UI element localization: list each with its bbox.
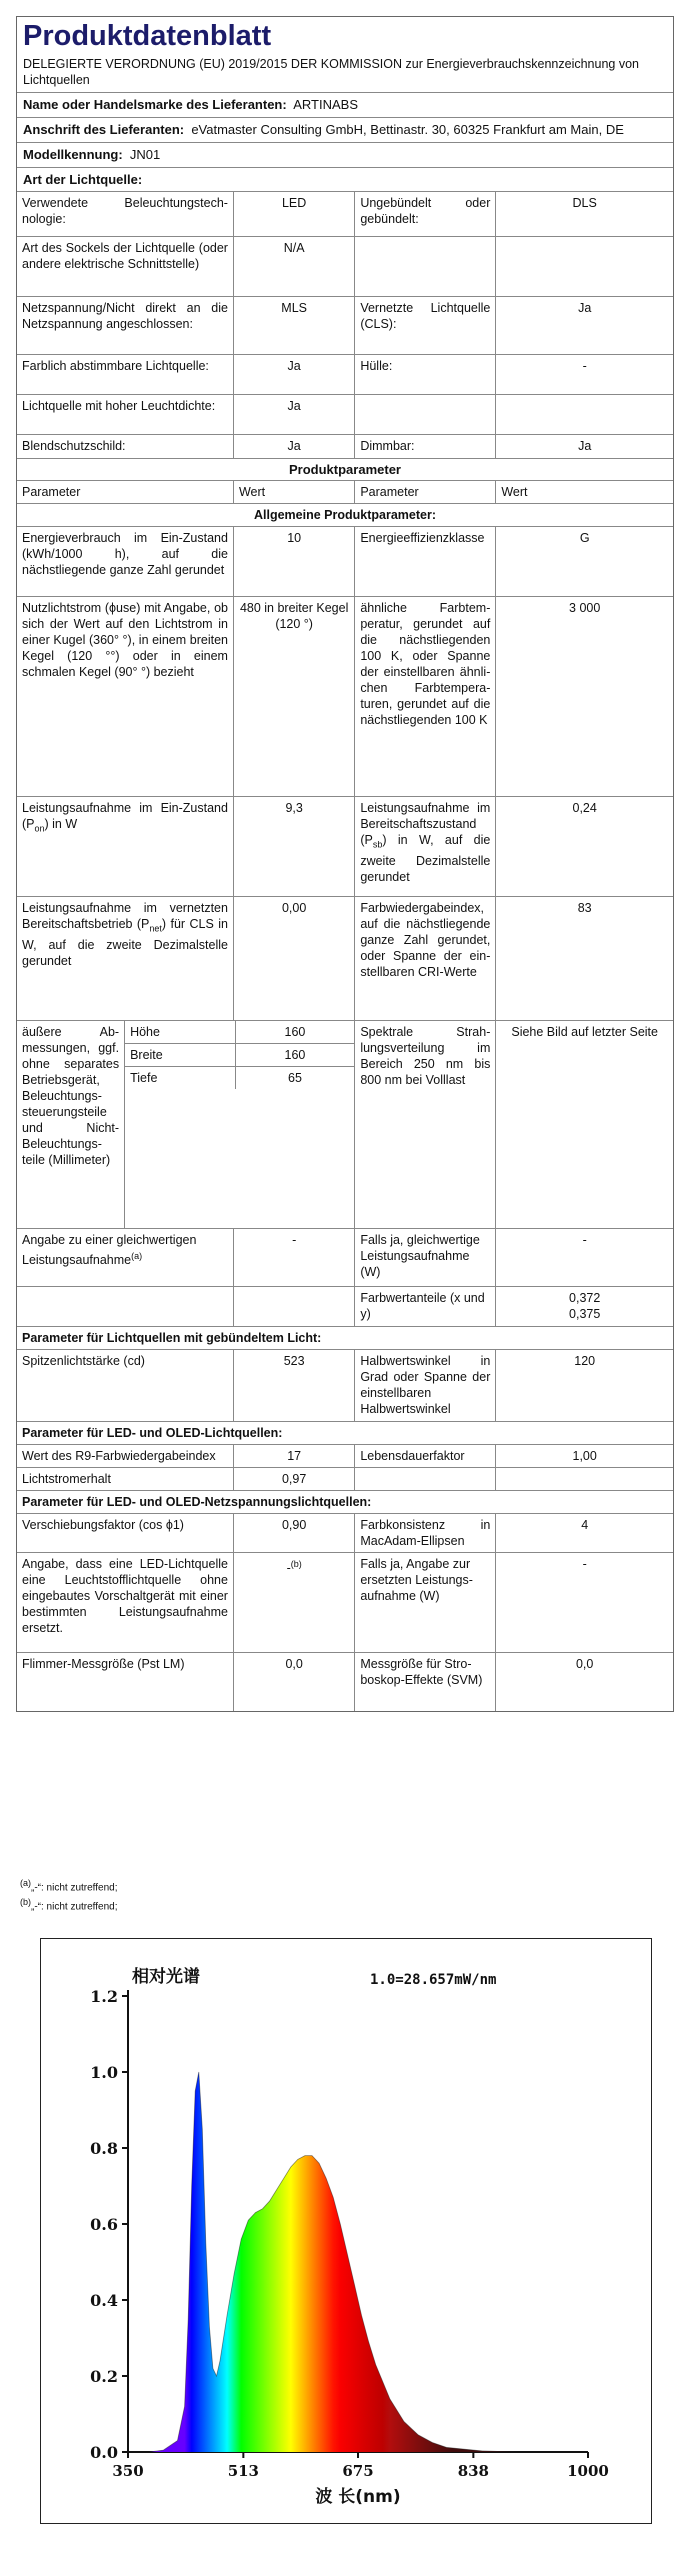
light-type-row (17, 434, 673, 458)
light-type-row (17, 296, 673, 354)
light-type-label: Lichtquelle mit hoher Leuchtdichte: (17, 394, 233, 434)
dimensions-cell (125, 1021, 355, 1229)
header-param-2: Parameter (355, 481, 496, 504)
y-tick-label: 1.0 (90, 2063, 118, 2082)
maint-label: Lichtstromerhalt (17, 1468, 233, 1491)
light-type-label-2: Vernetzte Lichtquelle (CLS): (355, 296, 496, 354)
dimensions-label: äußere Abmessungen, ggf. ohne separates Betriebsgerät, Beleuchtungssteuerungsteile und Nicht-Beleuchtungsteile (Millimeter) (17, 1021, 125, 1229)
light-type-value: N/A (233, 236, 354, 296)
light-type-value-2 (496, 236, 673, 296)
chroma-value: 0,372 0,375 (496, 1287, 673, 1327)
light-type-value-2 (496, 394, 673, 434)
flicker-label: Flimmer-Messgröße (Pst LM) (17, 1653, 233, 1711)
cosphi-row (17, 1514, 673, 1553)
replace-row (17, 1553, 673, 1653)
supplier-address-value: eVatmaster Consulting GmbH, Bettinastr. 30, 60325 Frankfurt am Main, DE (191, 122, 624, 137)
light-type-label: Verwendete Beleuchtungstechnologie: (17, 192, 233, 236)
maint-row (17, 1468, 673, 1491)
energy-value: 10 (233, 527, 354, 597)
cri-label: Farbwiedergabeindex, auf die nächstliegende ganze Zahl gerundet, oder Spanne der einstellbaren CRI-Werte (355, 897, 496, 1021)
header-param-1: Parameter (17, 481, 233, 504)
spectral-value: Siehe Bild auf letzter Seite (496, 1021, 673, 1229)
params-table-wrap (17, 481, 673, 1711)
lifetime-value: 1,00 (496, 1445, 673, 1468)
depth-value: 65 (288, 1071, 302, 1085)
light-type-row (17, 192, 673, 236)
supplier-name-value: ARTINABS (293, 97, 359, 112)
x-tick-label: 513 (227, 2462, 260, 2480)
flicker-value: 0,0 (233, 1653, 354, 1711)
power-on-row (17, 797, 673, 897)
light-type-label-2: Dimmbar: (355, 434, 496, 458)
spectral-label: Spektrale Strahlungsverteilung im Bereich 250 nm bis 800 nm bei Volllast (355, 1021, 496, 1229)
model-label: Modellkennung: (23, 147, 123, 162)
light-type-section: Art der Lichtquelle: (17, 168, 673, 192)
r9-row (17, 1445, 673, 1468)
supplier-address-label: Anschrift des Lieferanten: (23, 122, 185, 137)
spectrum-chart (40, 1938, 652, 2524)
light-type-label: Farblich abstimmbare Lichtquelle: (17, 354, 233, 394)
x-tick-label: 838 (457, 2462, 490, 2480)
light-type-label-2 (355, 394, 496, 434)
general-params-title: Allgemeine Produktparameter: (17, 504, 673, 527)
power-on-label: Leistungsaufnahme im Ein-Zustand $(P_{on})$ in W (17, 797, 233, 897)
header-value-1: Wert (233, 481, 354, 504)
flux-label: Nutzlichtstrom (ϕuse) mit Angabe, ob sich der Wert auf den Lichtstrom in einer Kugel (360° °), in einem breiten Kegel (120 °°) oder in einem schmalen Kegel (90° °) bezieht (17, 597, 233, 797)
light-type-label-2: Ungebündelt oder gebündelt: (355, 192, 496, 236)
r9-label: Wert des R9-Farbwiedergabeindex (17, 1445, 233, 1468)
chroma-row (17, 1287, 673, 1327)
power-net-value: 0,00 (233, 897, 354, 1021)
energy-label: Energieverbrauch im Ein-Zustand (kWh/1000 h), auf die nächstliegende ganze Zahl gerundet (17, 527, 233, 597)
replace-power-label: Falls ja, Angabe zur ersetzten Leistungsaufnahme (W) (355, 1553, 496, 1653)
cct-label: ähnliche Farbtemperatur, gerundet auf die nächstliegenden 100 K, oder Spanne der einstellbaren ähnlichen Farbtemperaturen, gerundet auf die nächstliegenden 100 K (355, 597, 496, 797)
x-tick-label: 675 (342, 2462, 374, 2480)
light-type-value: Ja (233, 434, 354, 458)
x-axis-label: 波 长(nm) (315, 2487, 401, 2507)
chart-title: 相对光谱 (132, 1967, 200, 1987)
flicker-row (17, 1653, 673, 1711)
light-type-value: Ja (233, 354, 354, 394)
peak-value: 523 (233, 1350, 354, 1422)
macadam-label: Farbkonsistenz in MacAdam-Ellipsen (355, 1514, 496, 1553)
footnote-b: (b)„-“: nicht zutreffend; (20, 1897, 118, 1913)
light-type-value: LED (233, 192, 354, 236)
light-type-row (17, 236, 673, 296)
lifetime-label: Lebensdauerfaktor (355, 1445, 496, 1468)
light-type-value: MLS (233, 296, 354, 354)
header (17, 17, 673, 93)
cosphi-label: Verschiebungsfaktor (cos ϕ1) (17, 1514, 233, 1553)
flux-row (17, 597, 673, 797)
r9-value: 17 (233, 1445, 354, 1468)
height-label: Höhe (125, 1021, 235, 1044)
light-type-value-2: Ja (496, 296, 673, 354)
replace-power-value: - (496, 1553, 673, 1653)
cri-value: 83 (496, 897, 673, 1021)
supplier-address-row (17, 118, 673, 143)
macadam-value: 4 (496, 1514, 673, 1553)
power-on-value: 9,3 (233, 797, 354, 897)
footnote-a: (a)„-“: nicht zutreffend; (20, 1878, 118, 1894)
equiv-value: - (233, 1229, 354, 1287)
light-type-label-2 (355, 236, 496, 296)
replace-value: -$^{(b)}$ (233, 1553, 354, 1653)
y-tick-label: 0.4 (90, 2291, 118, 2310)
supplier-name-row (17, 93, 673, 118)
params-table (17, 481, 673, 1711)
svm-value: 0,0 (575, 1657, 594, 1671)
svm-label: Messgröße für Stroboskop-Effekte (SVM) (355, 1653, 496, 1711)
supplier-name-label: Name oder Handelsmarke des Lieferanten: (23, 97, 287, 112)
model-value: JN01 (129, 147, 161, 162)
light-type-value: Ja (233, 394, 354, 434)
equiv-label: Angabe zu einer gleichwertigen Leistungsaufnahme$^{(a)}$ (17, 1229, 233, 1287)
beam-angle-label: Halbwertswinkel in Grad oder Spanne der einstellbaren Halbwertswinkel (355, 1350, 496, 1422)
light-type-value-2: DLS (496, 192, 673, 236)
page-subtitle: DELEGIERTE VERORDNUNG (EU) 2019/2015 DER KOMMISSION zur Energieverbrauchskennzeichnung von Lichtquellen (23, 57, 639, 87)
flux-value: 480 in breiter Kegel (120 °) (233, 597, 354, 797)
cosphi-value: 0,90 (233, 1514, 354, 1553)
x-tick-label: 350 (112, 2462, 144, 2480)
y-tick-label: 0.8 (90, 2139, 118, 2158)
equiv-power-label: Falls ja, gleichwertige Leistungsaufnahme (W) (355, 1229, 496, 1287)
equiv-power-value: - (496, 1229, 673, 1287)
light-type-row (17, 394, 673, 434)
product-params-title: Produktparameter (17, 459, 673, 481)
dimensions-table (125, 1021, 354, 1089)
directional-title: Parameter für Lichtquellen mit gebündeltem Licht: (17, 1327, 673, 1350)
beam-angle-value: 120 (496, 1350, 673, 1422)
page-title: Produktdatenblatt (23, 20, 272, 52)
led-title: Parameter für LED- und OLED-Lichtquellen: (17, 1422, 673, 1445)
dimensions-row (17, 1021, 673, 1229)
header-value-2: Wert (496, 481, 673, 504)
params-header-row (17, 481, 673, 504)
light-type-table (17, 192, 673, 458)
peak-row (17, 1350, 673, 1422)
mains-title: Parameter für LED- und OLED-Netzspannungslichtquellen: (17, 1491, 673, 1514)
power-net-label: Leistungsaufnahme im vernetzten Bereitschaftsbetrieb $(P_{net})$ für CLS in W, auf die zweite Dezimalstelle gerundet (17, 897, 233, 1021)
y-tick-label: 0.2 (90, 2367, 118, 2386)
light-type-label: Netzspannung/Nicht direkt an die Netzspannung angeschlossen: (17, 296, 233, 354)
light-type-value-2: Ja (578, 438, 592, 453)
maint-value: 0,97 (233, 1468, 354, 1491)
y-tick-label: 1.2 (90, 1987, 118, 2006)
width-value: 160 (235, 1044, 354, 1067)
peak-label: Spitzenlichtstärke (cd) (17, 1350, 233, 1422)
height-value: 160 (235, 1021, 354, 1044)
energy-row (17, 527, 673, 597)
y-tick-label: 0.6 (90, 2215, 118, 2234)
depth-label: Tiefe (125, 1067, 235, 1090)
spectrum-chart-container (40, 1938, 652, 2524)
product-data-sheet (16, 16, 674, 1712)
light-type-label: Art des Sockels der Lichtquelle (oder andere elektrische Schnittstelle) (17, 236, 233, 296)
power-standby-value: 0,24 (496, 797, 673, 897)
replace-label: Angabe, dass eine LED-Lichtquelle eine Leuchtstofflichtquelle ohne eingebautes Vorschaltgerät mit einer bestimmten Leistungsaufnahme ersetzt. (17, 1553, 233, 1653)
x-tick-label: 1000 (567, 2462, 609, 2480)
power-net-row (17, 897, 673, 1021)
equiv-row (17, 1229, 673, 1287)
light-type-table-wrap (17, 192, 673, 459)
footnotes (20, 1876, 118, 1915)
chroma-label: Farbwertanteile (x und y) (355, 1287, 496, 1327)
light-type-value-2: - (496, 354, 673, 394)
cct-value: 3 000 (496, 597, 673, 797)
width-label: Breite (125, 1044, 235, 1067)
model-row (17, 143, 673, 168)
efficiency-class-label: Energieeffizienzklasse (355, 527, 496, 597)
efficiency-class-value: G (496, 527, 673, 597)
light-type-row (17, 354, 673, 394)
power-standby-label: Leistungsaufnahme im Bereitschaftszustand $(P_{sb})$ in W, auf die zweite Dezimalstelle gerundet (355, 797, 496, 897)
y-tick-label: 0.0 (90, 2443, 118, 2462)
light-type-label-2: Hülle: (355, 354, 496, 394)
chart-annotation: 1.0=28.657mW/nm (370, 1972, 497, 1988)
light-type-label: Blendschutzschild: (17, 434, 233, 458)
